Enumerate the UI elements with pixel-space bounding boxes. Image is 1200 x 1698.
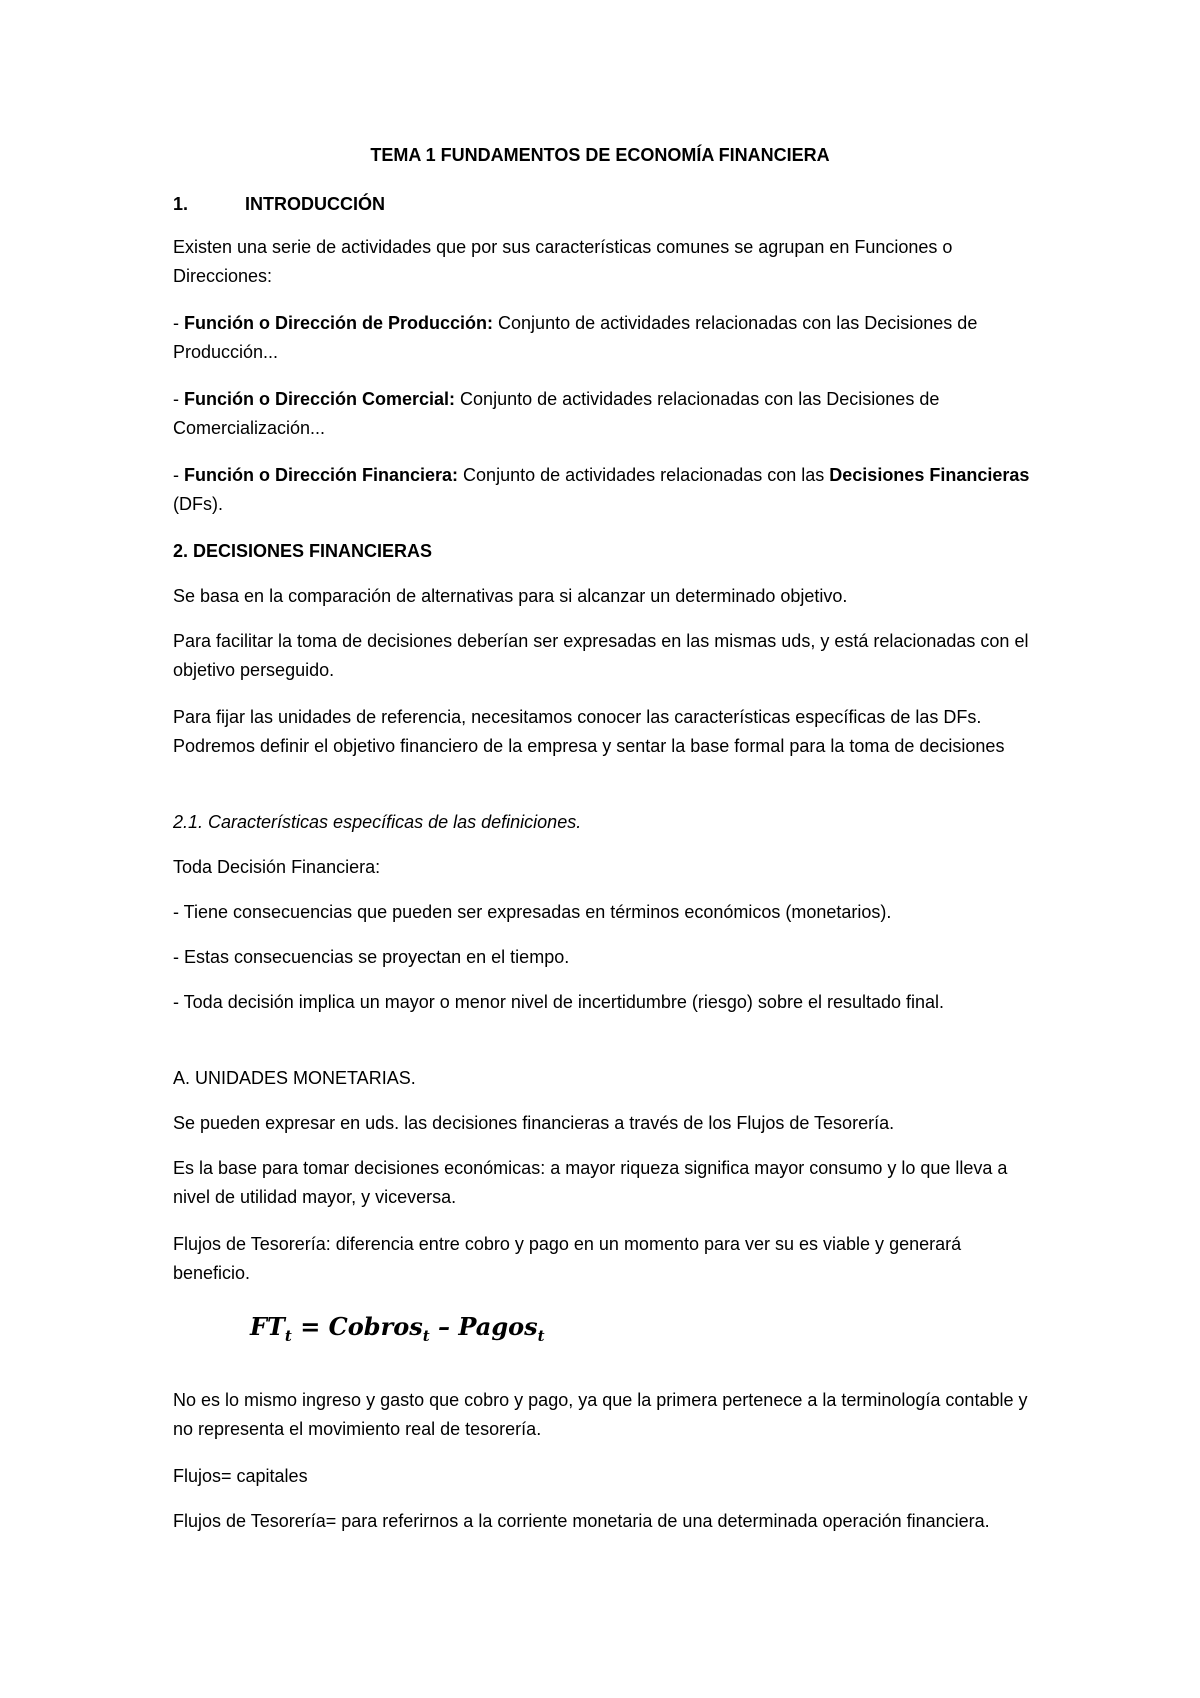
paragraph-no-es-lo-mismo: No es lo mismo ingreso y gasto que cobro y pago, ya que la primera pertenece a la terminología contable y no representa el movimiento real de tesorería. <box>173 1390 1028 1439</box>
formula-ft: FT <box>250 1312 285 1341</box>
list-item: - Estas consecuencias se proyectan en el tiempo. <box>173 947 570 967</box>
paragraph-es-la-base: Es la base para tomar decisiones económicas: a mayor riqueza significa mayor consumo y lo que lleva a nivel de utilidad mayor, y viceversa. <box>173 1158 1008 1207</box>
paragraph-para-facilitar: Para facilitar la toma de decisiones deberían ser expresadas en las mismas uds, y está relacionadas con el objetivo perseguido. <box>173 631 1029 680</box>
list-item: - Tiene consecuencias que pueden ser expresadas en términos económicos (monetarios). <box>173 902 892 922</box>
function-item-financiera <box>173 461 1033 519</box>
intro-paragraph: Existen una serie de actividades que por sus características comunes se agrupan en Funciones o Direcciones: <box>173 237 953 286</box>
function-text: Conjunto de actividades relacionadas con las Decisiones de Comercialización... <box>173 389 940 438</box>
function-bold-term: Decisiones Financieras <box>829 465 1030 485</box>
function-label: Función o Dirección Financiera: <box>184 465 459 485</box>
subsection-heading-2-1: 2.1. Características específicas de las definiciones. <box>173 812 582 832</box>
formula-subscript: t <box>422 1327 430 1345</box>
formula-subscript: t <box>284 1327 292 1345</box>
section-heading-decisiones: 2. DECISIONES FINANCIERAS <box>173 541 433 561</box>
list-item: - Toda decisión implica un mayor o menor nivel de incertidumbre (riesgo) sobre el resultado final. <box>173 992 945 1012</box>
formula-pagos: Pagos <box>458 1312 538 1341</box>
function-item-comercial <box>173 385 1033 443</box>
paragraph-toda-decision: Toda Decisión Financiera: <box>173 857 381 877</box>
function-text: Conjunto de actividades relacionadas con las <box>458 465 830 485</box>
cash-flow-formula <box>250 1312 545 1345</box>
section-heading-introduccion <box>173 190 1033 219</box>
paragraph-se-pueden-expresar: Se pueden expresar en uds. las decisiones financieras a través de los Flujos de Tesorería. <box>173 1113 895 1133</box>
formula-equals: = <box>291 1312 329 1341</box>
section-title: INTRODUCCIÓN <box>245 194 385 214</box>
paragraph-flujos-tesoreria: Flujos de Tesorería= para referirnos a la corriente monetaria de una determinada operación financiera. <box>173 1511 990 1531</box>
bullet-dash: - <box>173 313 184 333</box>
section-number: 1. <box>173 194 189 214</box>
paragraph-flujos-capitales: Flujos= capitales <box>173 1466 308 1486</box>
function-label: Función o Dirección Comercial: <box>184 389 456 409</box>
formula-minus: – <box>429 1312 459 1341</box>
section-heading-unidades-monetarias: A. UNIDADES MONETARIAS. <box>173 1068 416 1088</box>
paragraph-se-basa: Se basa en la comparación de alternativas para si alcanzar un determinado objetivo. <box>173 586 848 606</box>
bullet-dash: - <box>173 389 184 409</box>
document-title: TEMA 1 FUNDAMENTOS DE ECONOMÍA FINANCIERA <box>370 145 830 165</box>
formula-cobros: Cobros <box>328 1312 423 1341</box>
formula-subscript: t <box>537 1327 545 1345</box>
paragraph-flujos-definicion: Flujos de Tesorería: diferencia entre cobro y pago en un momento para ver su es viable y generará beneficio. <box>173 1234 962 1283</box>
function-label: Función o Dirección de Producción: <box>184 313 494 333</box>
function-tail: (DFs). <box>173 494 223 514</box>
bullet-dash: - <box>173 465 184 485</box>
function-item-produccion <box>173 309 1033 367</box>
function-text: Conjunto de actividades relacionadas con las Decisiones de Producción... <box>173 313 978 362</box>
paragraph-para-fijar: Para fijar las unidades de referencia, necesitamos conocer las características específicas de las DFs. Podremos definir el objetivo financiero de la empresa y sentar la base formal para la toma de decisiones <box>173 707 1005 756</box>
